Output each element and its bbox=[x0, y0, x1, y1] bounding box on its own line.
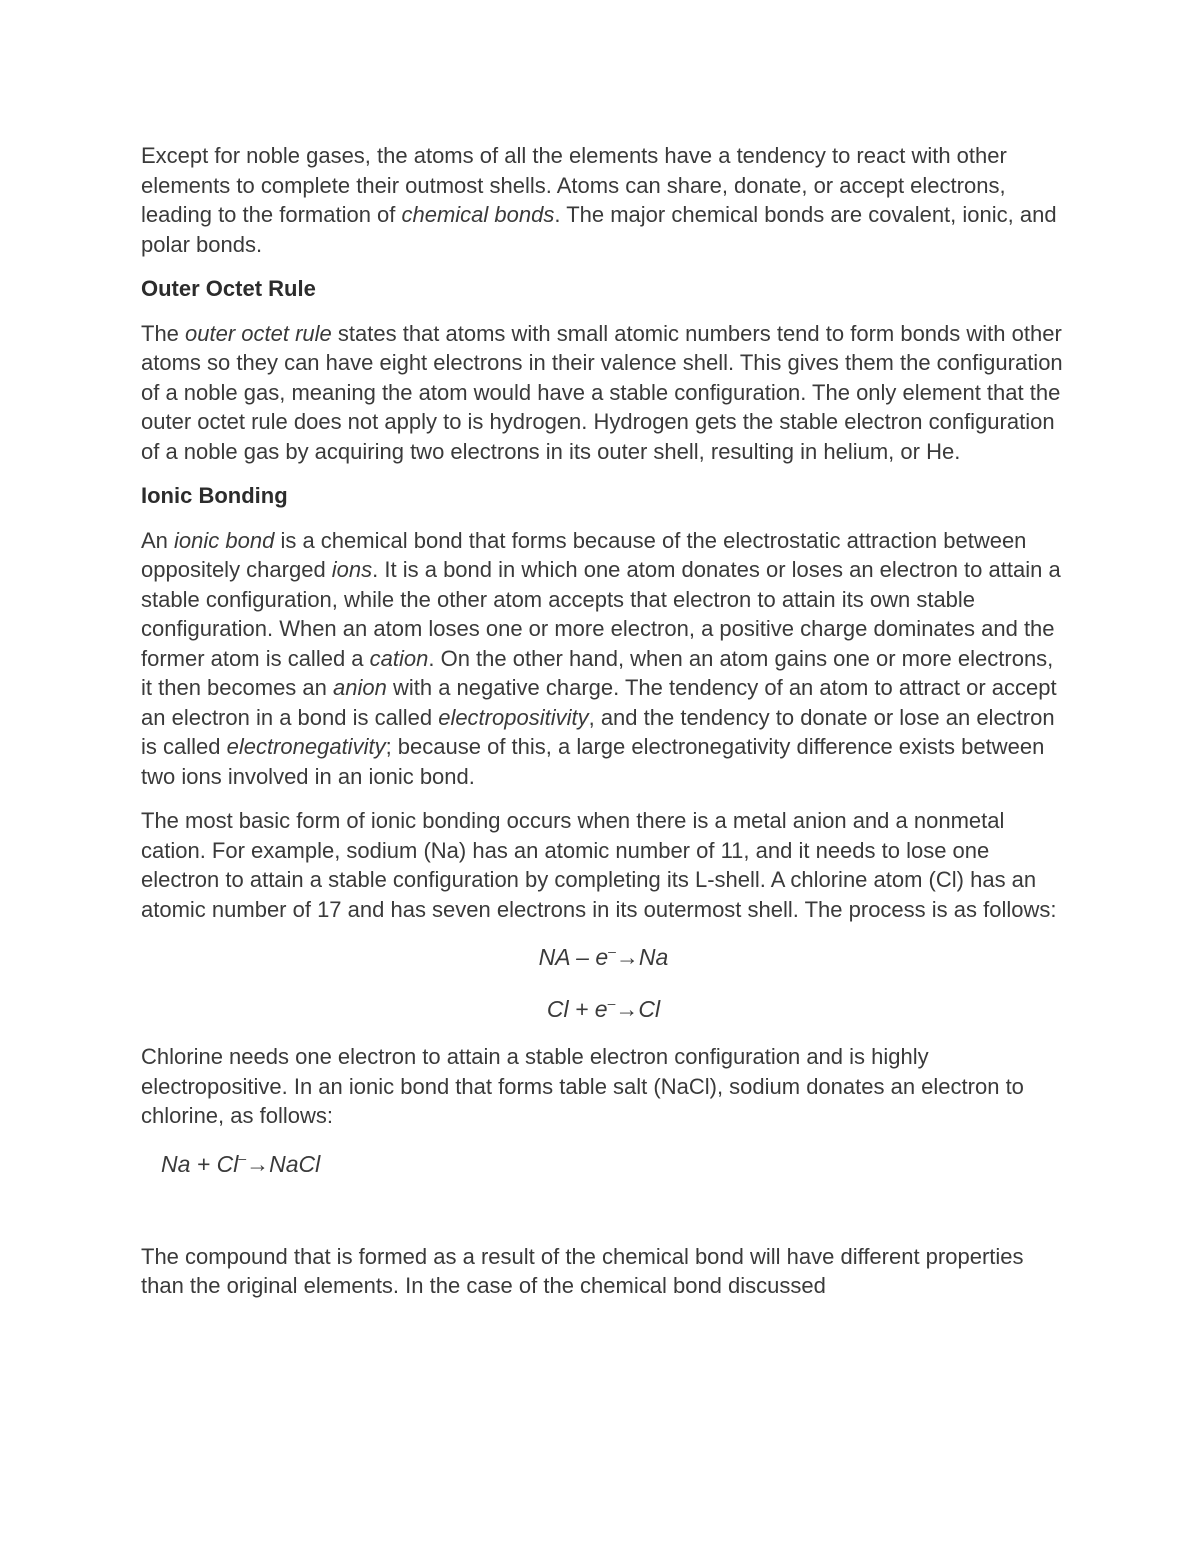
equation-sodium: NA – e–→Na bbox=[538, 943, 669, 970]
equation-chlorine: Cl + e–→Cl bbox=[546, 995, 661, 1022]
basic-ionic-paragraph: The most basic form of ionic bonding occurs when there is a metal anion and a nonmetal cation. For example, sodium (Na) has an atomic number of 11, and it needs to lose one electron to attain a stable configuration by completing its L-shell. A chlorine atom (Cl) has an atomic number of 17 and has seven electrons in its outermost shell. The process is as follows: bbox=[141, 808, 1057, 922]
term-chemical-bonds: chemical bonds bbox=[401, 202, 555, 227]
heading-ionic-bonding: Ionic Bonding bbox=[141, 483, 288, 508]
term-anion: anion bbox=[333, 675, 387, 700]
term-cation: cation bbox=[369, 645, 429, 671]
intro-paragraph: Except for noble gases, the atoms of all the elements have a tendency to react with other elements to complete their outmost shells. Atoms can share, donate, or accept electrons, leading to the formation of chemical bonds. The major chemical bonds are covalent, ionic, and polar bonds. bbox=[141, 143, 1057, 257]
term-electropositivity: electropositivity bbox=[438, 704, 589, 730]
term-outer-octet-rule: outer octet rule bbox=[185, 320, 332, 346]
heading-outer-octet-rule: Outer Octet Rule bbox=[141, 276, 316, 301]
term-ionic-bond: ionic bond bbox=[174, 527, 275, 553]
term-ions: ions bbox=[331, 557, 373, 582]
compound-paragraph: The compound that is formed as a result of the chemical bond will have different properties than the original elements. In the case of the chemical bond discussed bbox=[141, 1243, 1024, 1298]
equation-nacl: Na + Cl–→NaCl bbox=[161, 1149, 321, 1177]
term-electronegativity: electronegativity bbox=[226, 734, 386, 759]
document-page bbox=[141, 141, 1066, 1316]
octet-rule-paragraph: The outer octet rule states that atoms with small atomic numbers tend to form bonds with other atoms so they can have eight electrons in their valence shell. This gives them the configuration of a noble gas, meaning the atom would have a stable configuration. The only element that the outer octet rule does not apply to is hydrogen. Hydrogen gets the stable electron configuration of a noble gas by acquiring two electrons in its outer shell, resulting in helium, or He. bbox=[141, 320, 1063, 464]
ionic-bond-paragraph: An ionic bond is a chemical bond that forms because of the electrostatic attraction between oppositely charged ions. It is a bond in which one atom donates or loses an electron to attain a stable configuration, while the other atom accepts that electron to attain its own stable configuration. When an atom loses one or more electron, a positive charge dominates and the former atom is called a cation. On the other hand, when an atom gains one or more electrons, it then becomes an anion with a negative charge. The tendency of an atom to attract or accept an electron in a bond is called electropositivity, and the tendency to donate or lose an electron is called electronegativity; because of this, a large electronegativity difference exists between two ions involved in an ionic bond. bbox=[141, 527, 1061, 789]
chlorine-paragraph: Chlorine needs one electron to attain a stable electron configuration and is highly electropositive. In an ionic bond that forms table salt (NaCl), sodium donates an electron to chlorine, as follows: bbox=[141, 1044, 1024, 1128]
